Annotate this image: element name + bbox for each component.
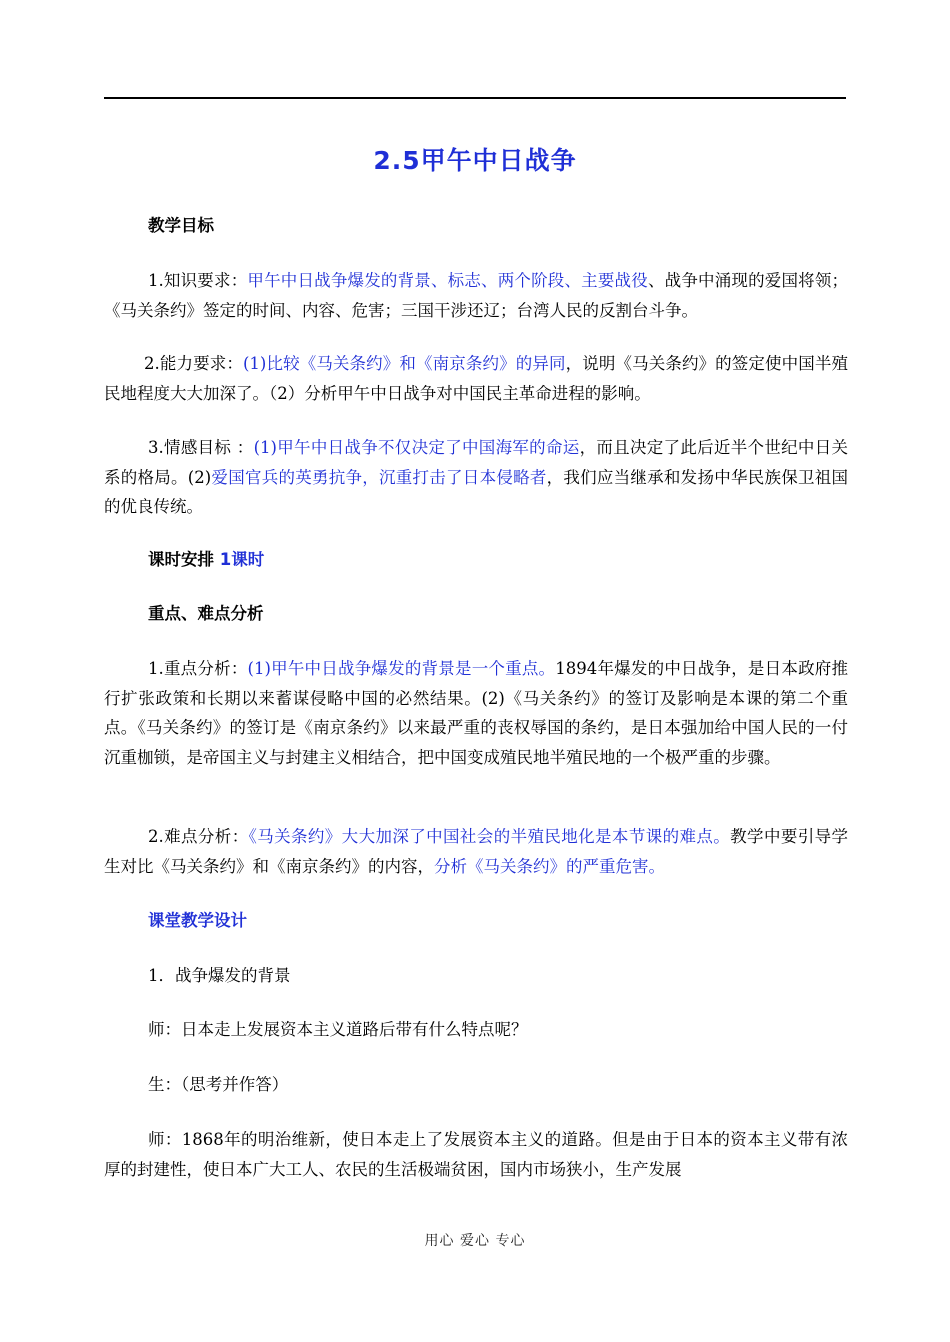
heading-class-design: 课堂教学设计	[148, 911, 247, 930]
goal-ability: 2.能力要求：(1)比较《马关条约》和《南京条约》的异同，说明《马关条约》的签定使中国半殖民地程度大大加深了。（2）分析甲午中日战争对中国民主革命进程的影响。	[104, 354, 849, 403]
heading-schedule: 课时安排 1课时	[148, 550, 265, 569]
teacher-explanation: 师：1868年的明治维新，使日本走上了发展资本主义的道路。但是由于日本的资本主义带有浓厚的封建性，使日本广大工人、农民的生活极端贫困，国内市场狭小，生产发展	[104, 1130, 848, 1179]
teacher-question: 师：日本走上发展资本主义道路后带有什么特点呢？	[148, 1020, 528, 1039]
page-footer: 用心 爱心 专心	[424, 1233, 526, 1249]
design-section-1: 1．战争爆发的背景	[148, 966, 291, 985]
goal-knowledge: 1.知识要求：甲午中日战争爆发的背景、标志、两个阶段、主要战役、战争中涌现的爱国将领；《马关条约》签定的时间、内容、危害；三国干涉还辽；台湾人民的反割台斗争。	[104, 271, 849, 320]
heading-teaching-goals: 教学目标	[148, 216, 214, 235]
student-response: 生：（思考并作答）	[148, 1075, 289, 1094]
page-title: 2.5甲午中日战争	[373, 146, 577, 175]
goal-emotion: 3.情感目标 ：(1)甲午中日战争不仅决定了中国海军的命运，而且决定了此后近半个世纪中日关系的格局。(2)爱国官兵的英勇抗争，沉重打击了日本侵略者，我们应当继承和发扬中华民族保卫祖国的优良传统。	[104, 438, 849, 516]
heading-focus-analysis: 重点、难点分析	[148, 604, 264, 623]
header-rule	[104, 97, 846, 99]
focus-difficulty: 2.难点分析：《马关条约》大大加深了中国社会的半殖民地化是本节课的难点。教学中要引导学生对比《马关条约》和《南京条约》的内容，分析《马关条约》的严重危害。	[104, 827, 849, 876]
focus-key-points: 1.重点分析：(1)甲午中日战争爆发的背景是一个重点。1894年爆发的中日战争，是日本政府推行扩张政策和长期以来蓄谋侵略中国的必然结果。(2)《马关条约》的签订及影响是本课的第二个重点。《马关条约》的签订是《南京条约》以来最严重的丧权辱国的条约，是日本强加给中国人民的一付沉重枷锁，是帝国主义与封建主义相结合，把中国变成殖民地半殖民地的一个极严重的步骤。	[104, 659, 848, 767]
